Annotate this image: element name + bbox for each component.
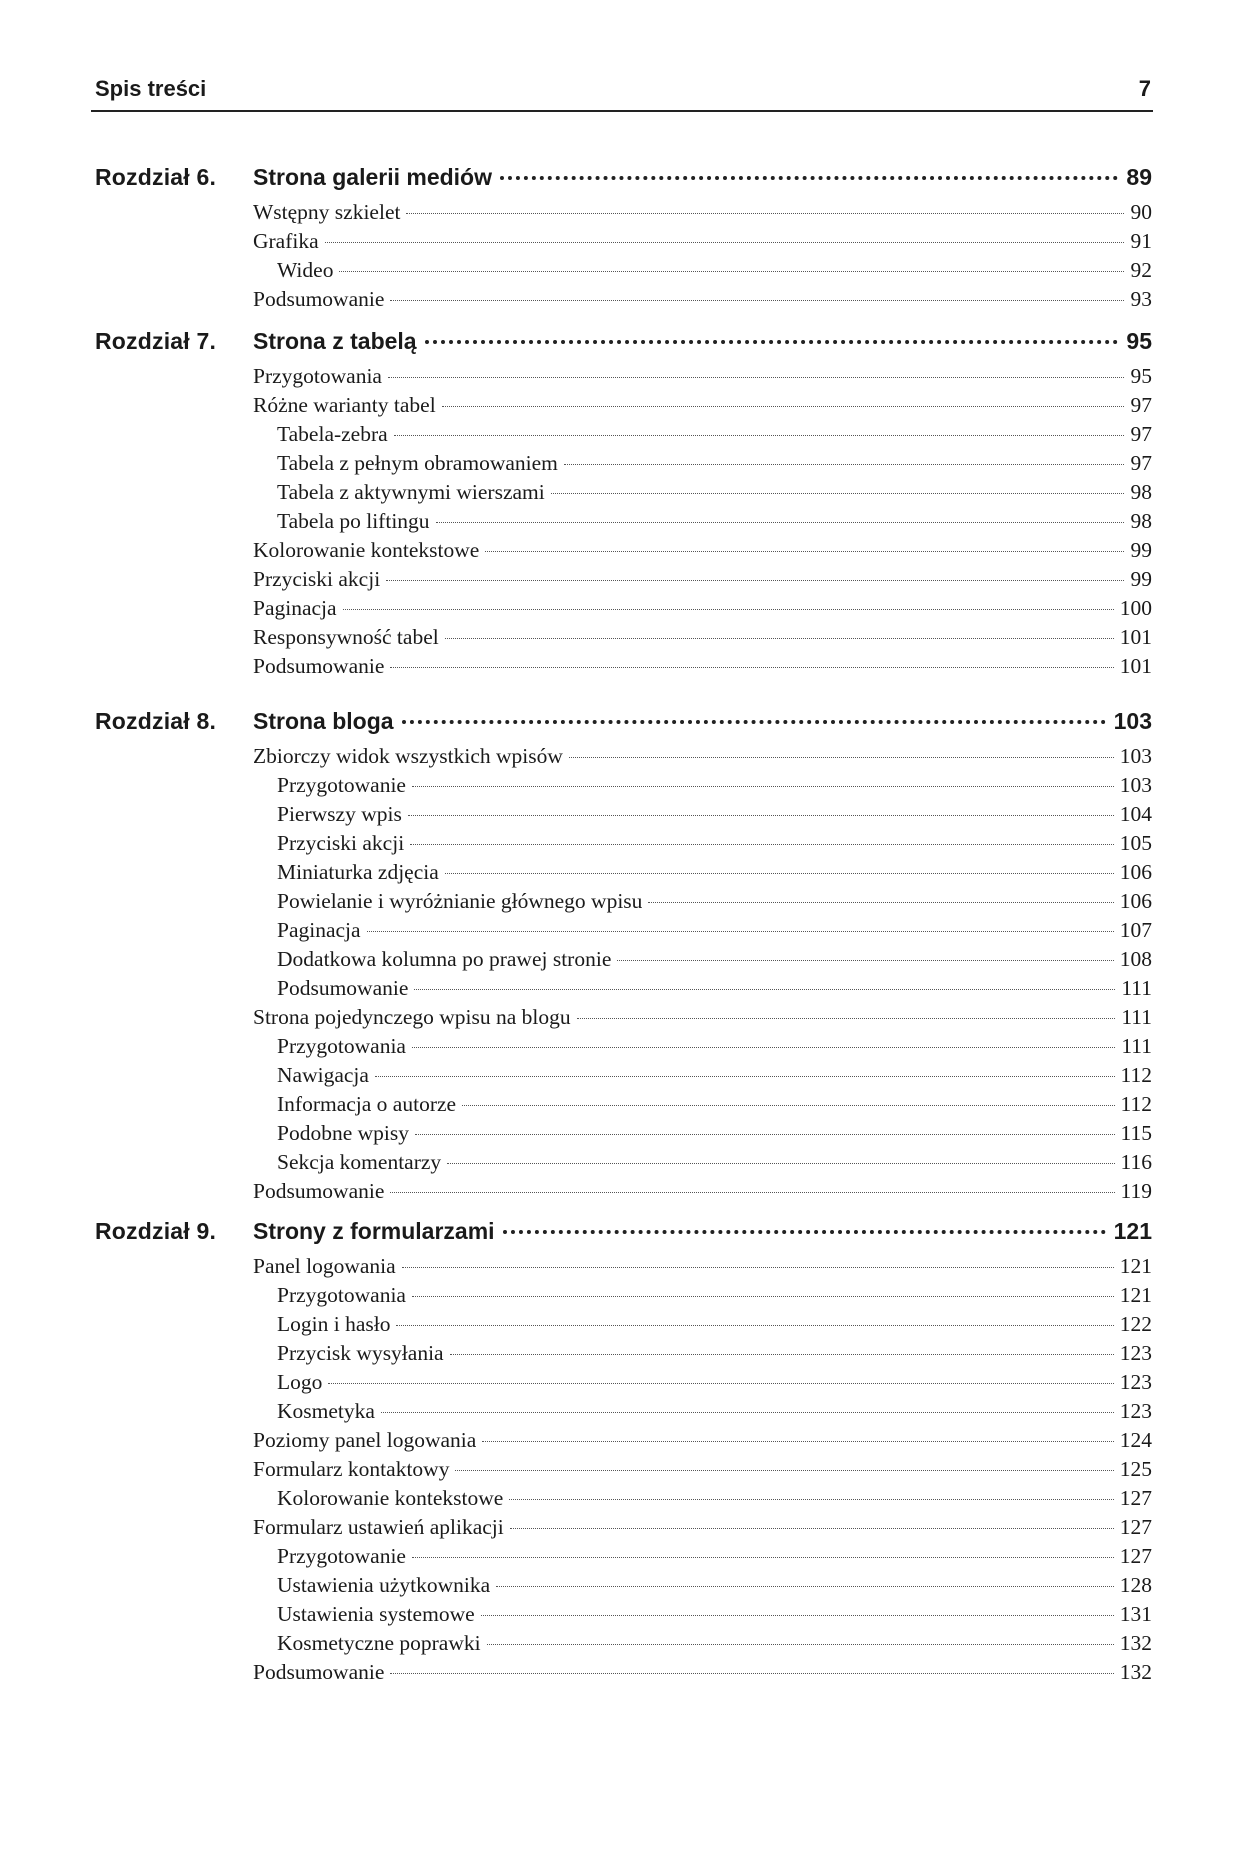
chapter-page: 89 [1126, 164, 1152, 190]
toc-entry[interactable] [277, 860, 1152, 889]
entry-page: 97 [1130, 451, 1152, 475]
entry-title: Podsumowanie [277, 976, 409, 1000]
dot-leader [447, 1163, 1114, 1164]
entry-page: 101 [1119, 654, 1152, 678]
entry-title: Paginacja [253, 596, 337, 620]
dot-leader [325, 242, 1124, 243]
entry-title: Kolorowanie kontekstowe [253, 538, 480, 562]
entry-title: Formularz kontaktowy [253, 1457, 450, 1481]
dot-leader [412, 1557, 1114, 1558]
entry-title: Ustawienia systemowe [277, 1602, 475, 1626]
toc-entry[interactable] [277, 1121, 1152, 1150]
entry-title: Podobne wpisy [277, 1121, 409, 1145]
chapter-heading[interactable] [0, 1214, 1244, 1254]
chapter-block [0, 704, 1244, 1208]
dot-leader [510, 1528, 1114, 1529]
entry-page: 99 [1130, 567, 1152, 591]
toc-entry[interactable] [277, 1034, 1152, 1063]
toc-entry[interactable] [253, 654, 1152, 683]
header-page-number: 7 [1138, 76, 1151, 101]
entry-title: Tabela po liftingu [277, 509, 430, 533]
toc-entry[interactable] [277, 451, 1152, 480]
entry-title: Panel logowania [253, 1254, 396, 1278]
entry-page: 97 [1130, 422, 1152, 446]
dot-leader [482, 1441, 1113, 1442]
entry-page: 124 [1119, 1428, 1152, 1452]
entry-title: Podsumowanie [253, 1179, 385, 1203]
chapter-heading[interactable] [0, 704, 1244, 744]
dot-leader [396, 1325, 1113, 1326]
dot-leader [569, 757, 1114, 758]
chapter-label: Rozdział 6. [95, 164, 217, 190]
entry-list [0, 1254, 1244, 1689]
entry-page: 131 [1119, 1602, 1152, 1626]
dot-leader [487, 1644, 1114, 1645]
dot-leader [617, 960, 1113, 961]
dot-leader [551, 493, 1124, 494]
entry-title: Login i hasło [277, 1312, 391, 1336]
dot-leader [450, 1354, 1114, 1355]
dot-leader [394, 435, 1124, 436]
entry-page: 101 [1119, 625, 1152, 649]
chapter-page: 95 [1126, 328, 1152, 354]
dot-leader [445, 638, 1114, 639]
entry-title: Tabela z pełnym obramowaniem [277, 451, 558, 475]
entry-list [0, 364, 1244, 683]
dot-leader [402, 1267, 1114, 1268]
toc-entry[interactable] [277, 1486, 1152, 1515]
entry-title: Paginacja [277, 918, 361, 942]
entry-page: 111 [1121, 1034, 1152, 1058]
entry-page: 119 [1120, 1179, 1152, 1203]
entry-title: Kosmetyczne poprawki [277, 1631, 481, 1655]
toc-entry[interactable] [277, 1341, 1152, 1370]
entry-title: Poziomy panel logowania [253, 1428, 477, 1452]
chapter-title: Strony z formularzami [253, 1218, 495, 1244]
entry-page: 115 [1120, 1121, 1152, 1145]
dot-leader [390, 300, 1124, 301]
toc-entry[interactable] [277, 1063, 1152, 1092]
toc-entry[interactable] [277, 1150, 1152, 1179]
toc-entry[interactable] [277, 422, 1152, 451]
dot-leader [406, 213, 1124, 214]
entry-title: Ustawienia użytkownika [277, 1573, 491, 1597]
dot-leader [414, 989, 1115, 990]
dot-leader [367, 931, 1114, 932]
toc-entry[interactable] [277, 831, 1152, 860]
entry-title: Tabela-zebra [277, 422, 388, 446]
toc-entry[interactable] [277, 258, 1152, 287]
entry-title: Nawigacja [277, 1063, 369, 1087]
toc-entry[interactable] [253, 1428, 1152, 1457]
dot-leader [577, 1018, 1116, 1019]
chapter-block [0, 1214, 1244, 1689]
entry-page: 104 [1119, 802, 1152, 826]
entry-page: 98 [1130, 509, 1152, 533]
entry-page: 123 [1119, 1341, 1152, 1365]
dot-leader [462, 1105, 1114, 1106]
toc-entry[interactable] [253, 1515, 1152, 1544]
entry-title: Grafika [253, 229, 319, 253]
entry-page: 132 [1119, 1660, 1152, 1684]
dot-leader [412, 1047, 1115, 1048]
entry-title: Przygotowania [277, 1283, 406, 1307]
entry-page: 111 [1121, 976, 1152, 1000]
toc-entry[interactable] [253, 287, 1152, 316]
chapter-title: Strona bloga [253, 708, 394, 734]
entry-page: 127 [1119, 1515, 1152, 1539]
entry-page: 106 [1119, 889, 1152, 913]
chapter-page: 121 [1113, 1218, 1152, 1244]
entry-page: 98 [1130, 480, 1152, 504]
toc-entry[interactable] [277, 1312, 1152, 1341]
dot-leader [564, 464, 1124, 465]
entry-page: 97 [1130, 393, 1152, 417]
toc-entry[interactable] [277, 976, 1152, 1005]
entry-page: 121 [1119, 1254, 1152, 1278]
dot-leader [509, 1499, 1113, 1500]
entry-page: 103 [1119, 773, 1152, 797]
toc-entry[interactable] [253, 229, 1152, 258]
dot-leader [402, 720, 1106, 724]
dot-leader [455, 1470, 1113, 1471]
chapter-label: Rozdział 9. [95, 1218, 217, 1244]
chapter-heading[interactable] [0, 324, 1244, 364]
entry-title: Powielanie i wyróżnianie głównego wpisu [277, 889, 643, 913]
chapter-title: Strona galerii mediów [253, 164, 492, 190]
entry-page: 111 [1121, 1005, 1152, 1029]
entry-page: 103 [1119, 744, 1152, 768]
entry-page: 125 [1119, 1457, 1152, 1481]
entry-title: Informacja o autorze [277, 1092, 457, 1116]
dot-leader [339, 271, 1124, 272]
chapter-heading[interactable] [0, 160, 1244, 200]
entry-title: Strona pojedynczego wpisu na blogu [253, 1005, 571, 1029]
entry-page: 128 [1119, 1573, 1152, 1597]
toc-entry[interactable] [253, 1660, 1152, 1689]
toc-entry[interactable] [277, 1631, 1152, 1660]
entry-title: Tabela z aktywnymi wierszami [277, 480, 545, 504]
entry-title: Dodatkowa kolumna po prawej stronie [277, 947, 612, 971]
dot-leader [343, 609, 1114, 610]
entry-title: Miniaturka zdjęcia [277, 860, 439, 884]
entry-page: 100 [1119, 596, 1152, 620]
dot-leader [381, 1412, 1114, 1413]
toc-entry[interactable] [277, 480, 1152, 509]
entry-title: Podsumowanie [253, 654, 385, 678]
toc-entry[interactable] [277, 1399, 1152, 1428]
running-header [91, 74, 1153, 112]
entry-title: Przygotowania [277, 1034, 406, 1058]
dot-leader [481, 1615, 1114, 1616]
toc-entry[interactable] [253, 596, 1152, 625]
entry-page: 92 [1130, 258, 1152, 282]
dot-leader [408, 815, 1114, 816]
entry-page: 123 [1119, 1399, 1152, 1423]
toc-entry[interactable] [253, 625, 1152, 654]
toc-entry[interactable] [277, 1283, 1152, 1312]
toc-entry[interactable] [253, 538, 1152, 567]
toc-entry[interactable] [253, 393, 1152, 422]
toc-entry[interactable] [277, 1370, 1152, 1399]
entry-page: 116 [1120, 1150, 1152, 1174]
entry-title: Przyciski akcji [277, 831, 405, 855]
entry-page: 90 [1130, 200, 1152, 224]
entry-title: Responsywność tabel [253, 625, 439, 649]
entry-title: Przyciski akcji [253, 567, 381, 591]
entry-page: 108 [1119, 947, 1152, 971]
chapter-title: Strona z tabelą [253, 328, 417, 354]
entry-page: 93 [1130, 287, 1152, 311]
entry-title: Kolorowanie kontekstowe [277, 1486, 504, 1510]
dot-leader [412, 1296, 1114, 1297]
toc-entry[interactable] [253, 1457, 1152, 1486]
dot-leader [375, 1076, 1115, 1077]
entry-page: 105 [1119, 831, 1152, 855]
dot-leader [485, 551, 1124, 552]
entry-page: 106 [1119, 860, 1152, 884]
entry-title: Przygotowanie [277, 773, 406, 797]
dot-leader [425, 340, 1119, 344]
entry-page: 112 [1120, 1092, 1152, 1116]
toc-entry[interactable] [253, 1254, 1152, 1283]
entry-title: Podsumowanie [253, 1660, 385, 1684]
entry-page: 99 [1130, 538, 1152, 562]
toc-entry[interactable] [277, 802, 1152, 831]
entry-title: Przycisk wysyłania [277, 1341, 444, 1365]
toc-entry[interactable] [277, 889, 1152, 918]
entry-title: Formularz ustawień aplikacji [253, 1515, 504, 1539]
entry-list [0, 200, 1244, 316]
entry-title: Sekcja komentarzy [277, 1150, 442, 1174]
dot-leader [442, 406, 1124, 407]
dot-leader [496, 1586, 1114, 1587]
toc-entry[interactable] [277, 1092, 1152, 1121]
entry-page: 107 [1119, 918, 1152, 942]
dot-leader [415, 1134, 1115, 1135]
entry-title: Podsumowanie [253, 287, 385, 311]
dot-leader [436, 522, 1124, 523]
dot-leader [503, 1230, 1106, 1234]
entry-title: Różne warianty tabel [253, 393, 436, 417]
entry-page: 91 [1130, 229, 1152, 253]
entry-title: Wstępny szkielet [253, 200, 401, 224]
dot-leader [500, 176, 1118, 180]
entry-page: 95 [1130, 364, 1152, 388]
entry-title: Wideo [277, 258, 334, 282]
entry-title: Logo [277, 1370, 323, 1394]
entry-page: 112 [1120, 1063, 1152, 1087]
toc-entry[interactable] [277, 918, 1152, 947]
toc-entry[interactable] [253, 1005, 1152, 1034]
dot-leader [410, 844, 1114, 845]
toc-entry[interactable] [253, 567, 1152, 596]
toc-entry[interactable] [277, 1544, 1152, 1573]
toc-entry[interactable] [253, 744, 1152, 773]
entry-page: 123 [1119, 1370, 1152, 1394]
dot-leader [386, 580, 1124, 581]
toc-entry[interactable] [277, 509, 1152, 538]
toc-entry[interactable] [277, 773, 1152, 802]
entry-list [0, 744, 1244, 1208]
toc-entry[interactable] [277, 947, 1152, 976]
dot-leader [390, 667, 1113, 668]
chapter-block [0, 160, 1244, 316]
entry-page: 127 [1119, 1544, 1152, 1568]
toc-entry[interactable] [253, 200, 1152, 229]
entry-title: Kosmetyka [277, 1399, 375, 1423]
entry-title: Zbiorczy widok wszystkich wpisów [253, 744, 563, 768]
chapter-label: Rozdział 7. [95, 328, 217, 354]
toc-entry[interactable] [277, 1573, 1152, 1602]
toc-entry[interactable] [277, 1602, 1152, 1631]
entry-page: 132 [1119, 1631, 1152, 1655]
entry-title: Przygotowania [253, 364, 382, 388]
toc-entry[interactable] [253, 364, 1152, 393]
toc-entry[interactable] [253, 1179, 1152, 1208]
entry-title: Pierwszy wpis [277, 802, 402, 826]
entry-title: Przygotowanie [277, 1544, 406, 1568]
chapter-block [0, 324, 1244, 683]
dot-leader [388, 377, 1124, 378]
dot-leader [328, 1383, 1113, 1384]
dot-leader [390, 1673, 1113, 1674]
header-title: Spis treści [95, 76, 207, 101]
chapter-label: Rozdział 8. [95, 708, 217, 734]
dot-leader [412, 786, 1114, 787]
entry-page: 121 [1119, 1283, 1152, 1307]
chapter-page: 103 [1113, 708, 1152, 734]
dot-leader [648, 902, 1113, 903]
entry-page: 127 [1119, 1486, 1152, 1510]
dot-leader [445, 873, 1114, 874]
dot-leader [390, 1192, 1114, 1193]
entry-page: 122 [1119, 1312, 1152, 1336]
